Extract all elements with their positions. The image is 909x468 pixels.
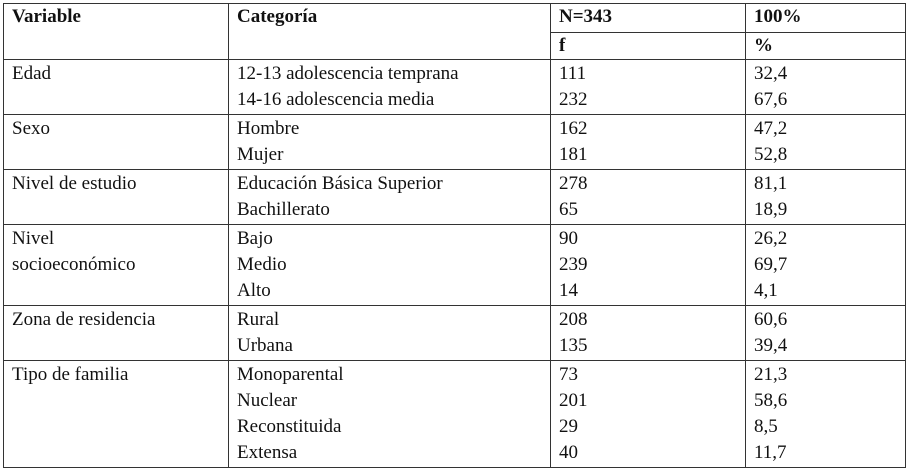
category-label: Extensa — [237, 442, 298, 463]
percent-value: 32,4 — [754, 63, 788, 84]
category-label: Monoparental — [237, 364, 344, 385]
frequency-cell — [551, 361, 746, 468]
category-label: 12-13 adolescencia temprana — [237, 63, 459, 84]
percent-value: 52,8 — [754, 144, 788, 165]
categoria-cell — [229, 225, 551, 306]
variable-label: Zona de residencia — [12, 309, 156, 330]
table-row — [4, 170, 906, 225]
demographics-table — [3, 3, 906, 468]
header-n: N=343 — [551, 4, 746, 33]
frequency-value: 111 — [559, 63, 587, 84]
percent-value: 58,6 — [754, 390, 788, 411]
percent-cell — [746, 60, 906, 115]
variable-cell — [4, 115, 229, 170]
category-label: Alto — [237, 280, 271, 301]
frequency-value: 208 — [559, 309, 588, 330]
category-label: Educación Básica Superior — [237, 173, 443, 194]
variable-label: Tipo de familia — [12, 364, 129, 385]
category-label: Bachillerato — [237, 199, 330, 220]
percent-value: 8,5 — [754, 416, 778, 437]
category-label: 14-16 adolescencia media — [237, 89, 435, 110]
category-label: Urbana — [237, 335, 293, 356]
percent-value: 81,1 — [754, 173, 788, 194]
frequency-value: 14 — [559, 280, 578, 301]
frequency-cell — [551, 60, 746, 115]
table-row — [4, 361, 906, 468]
frequency-value: 162 — [559, 118, 588, 139]
categoria-cell — [229, 115, 551, 170]
header-percent-total: 100% — [746, 4, 906, 33]
variable-cell — [4, 225, 229, 306]
variable-cell — [4, 60, 229, 115]
variable-label: Nivel de estudio — [12, 173, 137, 194]
variable-label: Sexo — [12, 118, 50, 139]
percent-cell — [746, 170, 906, 225]
table-row — [4, 306, 906, 361]
categoria-cell — [229, 361, 551, 468]
variable-label: Edad — [12, 63, 52, 84]
header-f: f — [551, 33, 746, 60]
table-row — [4, 115, 906, 170]
variable-cell — [4, 306, 229, 361]
categoria-cell — [229, 60, 551, 115]
frequency-value: 181 — [559, 144, 588, 165]
frequency-value: 201 — [559, 390, 588, 411]
header-row-1 — [4, 4, 906, 33]
variable-label: Nivel — [12, 228, 55, 249]
table-row — [4, 225, 906, 306]
percent-cell — [746, 361, 906, 468]
variable-cell — [4, 361, 229, 468]
frequency-cell — [551, 170, 746, 225]
variable-label: socioeconómico — [12, 254, 136, 275]
percent-value: 67,6 — [754, 89, 788, 110]
percent-cell — [746, 225, 906, 306]
category-label: Hombre — [237, 118, 300, 139]
table-row — [4, 60, 906, 115]
header-variable: Variable — [4, 4, 229, 60]
percent-value: 60,6 — [754, 309, 788, 330]
percent-value: 4,1 — [754, 280, 778, 301]
category-label: Bajo — [237, 228, 273, 249]
percent-value: 21,3 — [754, 364, 788, 385]
frequency-cell — [551, 225, 746, 306]
percent-value: 26,2 — [754, 228, 788, 249]
category-label: Reconstituida — [237, 416, 342, 437]
variable-cell — [4, 170, 229, 225]
percent-value: 47,2 — [754, 118, 788, 139]
header-percent-symbol: % — [746, 33, 906, 60]
category-label: Mujer — [237, 144, 284, 165]
category-label: Rural — [237, 309, 280, 330]
percent-cell — [746, 306, 906, 361]
frequency-value: 278 — [559, 173, 588, 194]
category-label: Medio — [237, 254, 287, 275]
percent-value: 69,7 — [754, 254, 788, 275]
categoria-cell — [229, 170, 551, 225]
frequency-cell — [551, 115, 746, 170]
category-label: Nuclear — [237, 390, 298, 411]
frequency-value: 73 — [559, 364, 578, 385]
frequency-value: 232 — [559, 89, 588, 110]
frequency-value: 135 — [559, 335, 588, 356]
frequency-cell — [551, 306, 746, 361]
header-categoria: Categoría — [229, 4, 551, 60]
frequency-value: 239 — [559, 254, 588, 275]
percent-value: 11,7 — [754, 442, 787, 463]
percent-value: 39,4 — [754, 335, 788, 356]
frequency-value: 29 — [559, 416, 578, 437]
percent-cell — [746, 115, 906, 170]
frequency-value: 65 — [559, 199, 578, 220]
frequency-value: 40 — [559, 442, 578, 463]
frequency-value: 90 — [559, 228, 578, 249]
percent-value: 18,9 — [754, 199, 788, 220]
categoria-cell — [229, 306, 551, 361]
